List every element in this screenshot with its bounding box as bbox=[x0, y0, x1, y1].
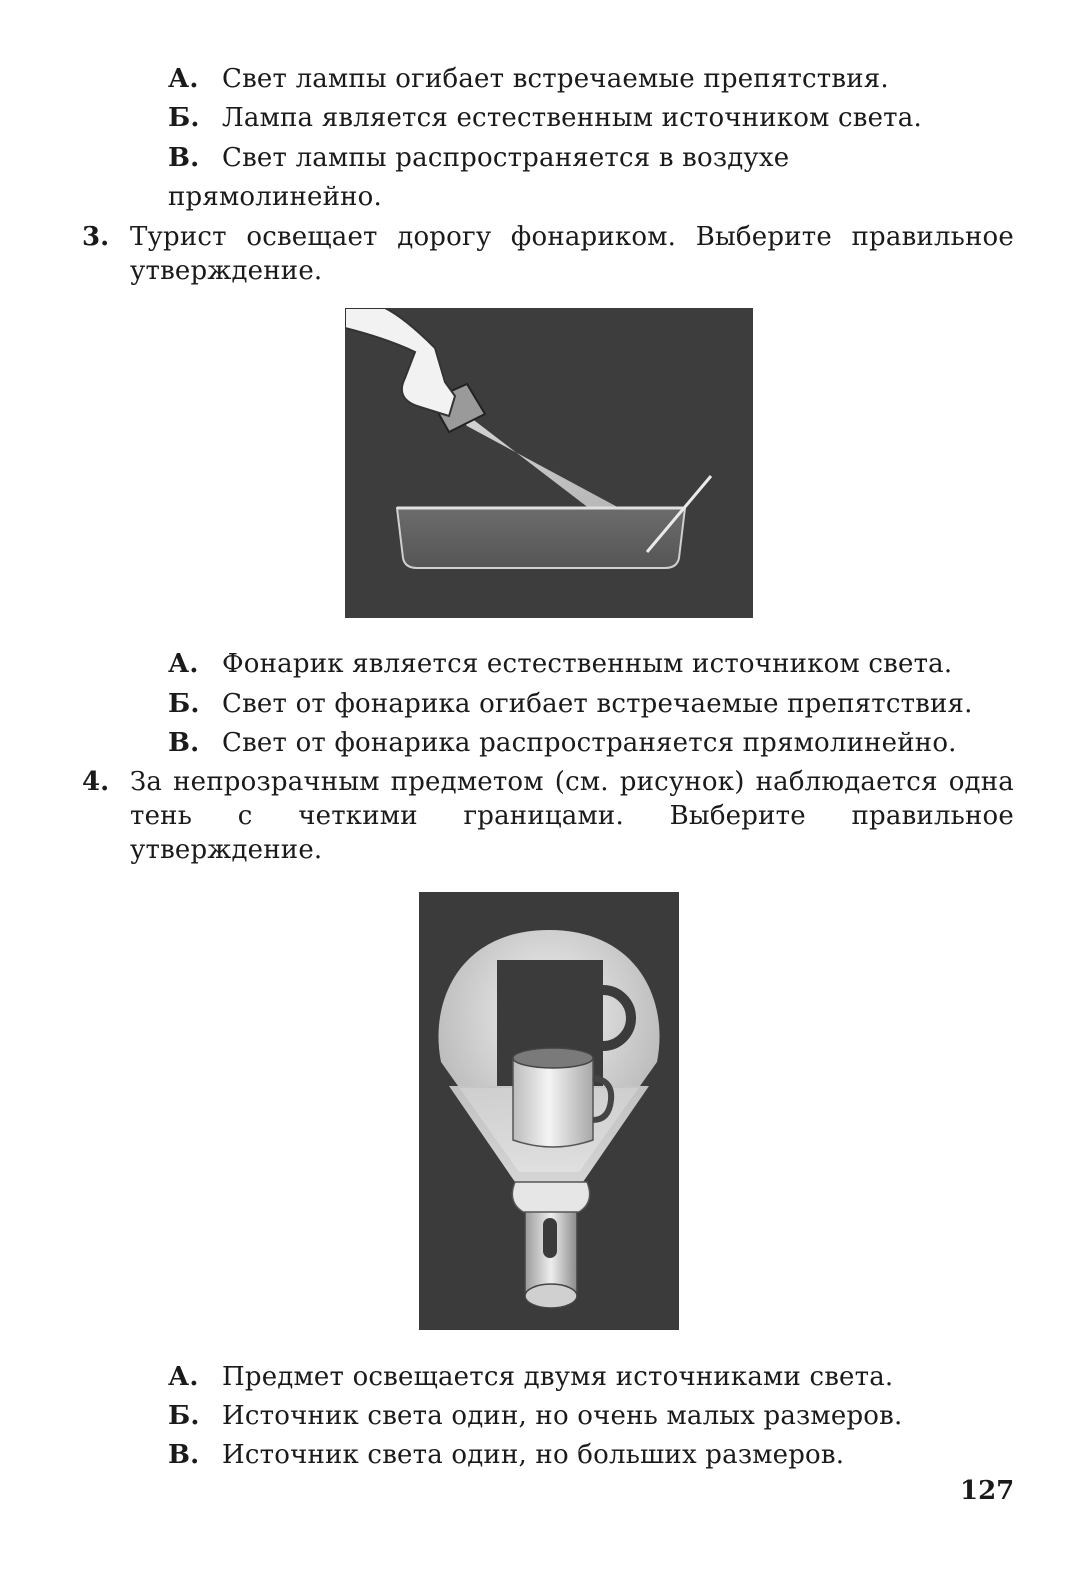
q4-option-a bbox=[168, 1360, 893, 1394]
q4-option-c bbox=[168, 1438, 844, 1472]
option-letter: В. bbox=[168, 728, 200, 758]
option-text: Свет от фонарика огибает встречаемые препятствия. bbox=[222, 689, 973, 719]
mug-rim bbox=[513, 1048, 593, 1068]
question-4-number: 4. bbox=[82, 767, 110, 797]
option-text: Свет от фонарика распространяется прямолинейно. bbox=[222, 728, 957, 758]
option-text: Фонарик является естественным источником света. bbox=[222, 649, 953, 679]
option-letter: Б. bbox=[168, 103, 200, 133]
page-number: 127 bbox=[960, 1476, 1015, 1506]
q2-option-b bbox=[168, 101, 922, 135]
option-letter: В. bbox=[168, 143, 200, 173]
q4-option-b bbox=[168, 1399, 902, 1433]
q2-option-a bbox=[168, 62, 889, 96]
flashlight-head bbox=[512, 1182, 589, 1212]
figure-background bbox=[345, 308, 753, 618]
q2-option-c-continuation: прямолинейно. bbox=[168, 182, 382, 212]
q3-option-b bbox=[168, 687, 973, 721]
option-text: Источник света один, но очень малых размеров. bbox=[222, 1401, 903, 1431]
question-3-number: 3. bbox=[82, 222, 110, 252]
option-text: Свет лампы огибает встречаемые препятствия. bbox=[222, 64, 889, 94]
option-letter: А. bbox=[168, 649, 199, 679]
mug-body bbox=[513, 1058, 593, 1147]
option-text: Источник света один, но больших размеров. bbox=[222, 1440, 845, 1470]
q3-option-c bbox=[168, 726, 957, 760]
option-letter: Б. bbox=[168, 689, 200, 719]
option-text: Предмет освещается двумя источниками света. bbox=[222, 1362, 894, 1392]
option-letter: В. bbox=[168, 1440, 200, 1470]
flashlight-water-figure bbox=[345, 308, 753, 618]
flashlight-end bbox=[525, 1284, 577, 1308]
option-letter: А. bbox=[168, 64, 199, 94]
mug-shadow-figure bbox=[419, 892, 679, 1330]
q2-option-c bbox=[168, 141, 789, 175]
option-letter: Б. bbox=[168, 1401, 200, 1431]
question-3-text: Турист освещает дорогу фонариком. Выберите правильное утверждение. bbox=[130, 222, 1014, 286]
flashlight-bulb bbox=[543, 1218, 557, 1258]
water-tray bbox=[397, 508, 685, 568]
option-text: Лампа является естественным источником света. bbox=[222, 103, 922, 133]
option-letter: А. bbox=[168, 1362, 199, 1392]
q3-option-a bbox=[168, 647, 952, 681]
question-4-text: За непрозрачным предметом (см. рисунок) наблюдается одна тень с четкими границами. Выберите правильное утверждение. bbox=[130, 767, 1014, 865]
option-text: Свет лампы распространяется в воздухе bbox=[222, 143, 790, 173]
